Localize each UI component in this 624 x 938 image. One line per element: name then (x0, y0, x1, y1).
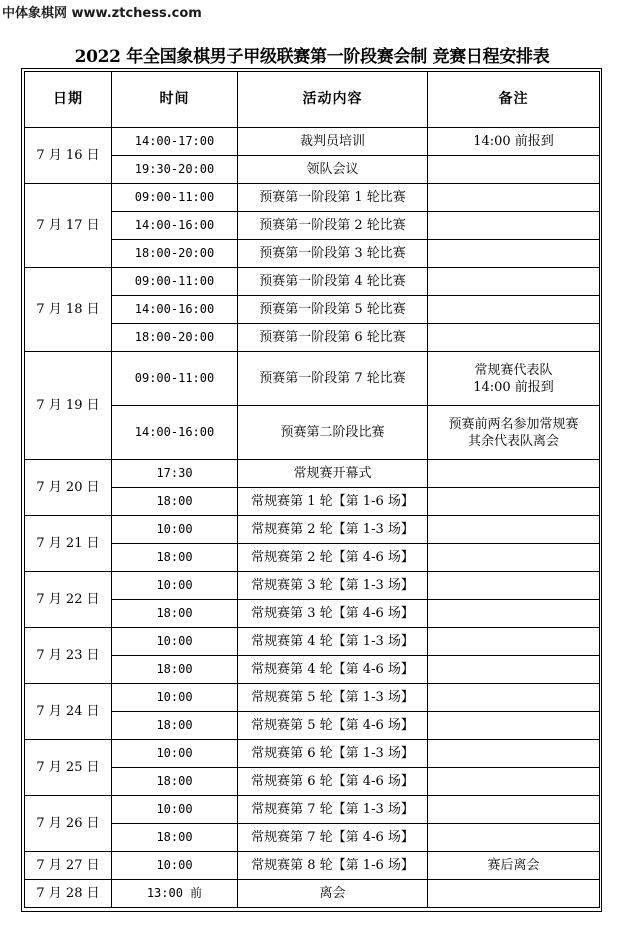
date-cell: 7 月 26 日 (25, 796, 112, 852)
time-cell: 10:00 (112, 796, 238, 824)
note-line: 预赛前两名参加常规赛 (448, 416, 579, 432)
note-cell (428, 324, 600, 352)
date-cell: 7 月 24 日 (25, 684, 112, 740)
activity-cell: 常规赛第 3 轮【第 1-3 场】 (238, 572, 428, 600)
table-row (25, 296, 600, 324)
header-activity: 活动内容 (238, 72, 428, 128)
date-cell: 7 月 17 日 (25, 184, 112, 268)
table-row (25, 712, 600, 740)
activity-cell: 常规赛第 2 轮【第 4-6 场】 (238, 544, 428, 572)
time-cell: 14:00-17:00 (112, 128, 238, 156)
date-cell: 7 月 19 日 (25, 352, 112, 460)
note-cell (428, 128, 600, 156)
table-row (25, 684, 600, 712)
activity-cell: 常规赛第 7 轮【第 1-3 场】 (238, 796, 428, 824)
activity-cell: 常规赛第 4 轮【第 1-3 场】 (238, 628, 428, 656)
table-row (25, 516, 600, 544)
date-cell: 7 月 21 日 (25, 516, 112, 572)
table-row (25, 768, 600, 796)
activity-cell: 常规赛第 7 轮【第 4-6 场】 (238, 824, 428, 852)
note-cell (428, 460, 600, 488)
date-cell: 7 月 20 日 (25, 460, 112, 516)
activity-cell: 离会 (238, 880, 428, 908)
activity-cell: 常规赛第 5 轮【第 4-6 场】 (238, 712, 428, 740)
time-cell: 10:00 (112, 740, 238, 768)
header-row (25, 72, 600, 128)
time-cell: 18:00 (112, 488, 238, 516)
note-cell (428, 740, 600, 768)
activity-cell: 常规赛第 5 轮【第 1-3 场】 (238, 684, 428, 712)
note-line: 常规赛代表队 (474, 362, 553, 378)
table-row (25, 824, 600, 852)
table-row (25, 212, 600, 240)
note-cell (428, 796, 600, 824)
time-cell: 09:00-11:00 (112, 268, 238, 296)
note-cell (428, 824, 600, 852)
time-cell: 18:00-20:00 (112, 240, 238, 268)
time-cell: 09:00-11:00 (112, 184, 238, 212)
activity-cell: 领队会议 (238, 156, 428, 184)
note-cell (428, 156, 600, 184)
activity-cell: 常规赛第 2 轮【第 1-3 场】 (238, 516, 428, 544)
table-row (25, 572, 600, 600)
activity-cell: 常规赛开幕式 (238, 460, 428, 488)
activity-cell: 常规赛第 8 轮【第 1-6 场】 (238, 852, 428, 880)
table-row (25, 460, 600, 488)
time-cell: 10:00 (112, 852, 238, 880)
activity-cell: 常规赛第 3 轮【第 4-6 场】 (238, 600, 428, 628)
note-cell (428, 768, 600, 796)
table-row (25, 488, 600, 516)
note-cell (428, 406, 600, 460)
note-cell (428, 296, 600, 324)
time-cell: 17:30 (112, 460, 238, 488)
activity-cell: 预赛第一阶段第 7 轮比赛 (238, 352, 428, 406)
time-cell: 10:00 (112, 572, 238, 600)
date-cell: 7 月 28 日 (25, 880, 112, 908)
activity-cell: 预赛第一阶段第 6 轮比赛 (238, 324, 428, 352)
activity-cell: 常规赛第 1 轮【第 1-6 场】 (238, 488, 428, 516)
note-cell (428, 352, 600, 406)
table-row (25, 406, 600, 460)
activity-cell: 预赛第二阶段比赛 (238, 406, 428, 460)
activity-cell: 常规赛第 4 轮【第 4-6 场】 (238, 656, 428, 684)
date-cell: 7 月 27 日 (25, 852, 112, 880)
date-cell: 7 月 25 日 (25, 740, 112, 796)
time-cell: 13:00 前 (112, 880, 238, 908)
time-cell: 10:00 (112, 516, 238, 544)
table-row (25, 740, 600, 768)
time-cell: 18:00 (112, 656, 238, 684)
time-cell: 18:00-20:00 (112, 324, 238, 352)
note-cell (428, 212, 600, 240)
activity-cell: 预赛第一阶段第 4 轮比赛 (238, 268, 428, 296)
document-title: 2022 年全国象棋男子甲级联赛第一阶段赛会制 竞赛日程安排表 (74, 47, 550, 67)
table-row (25, 796, 600, 824)
site-watermark: 中体象棋网 www.ztchess.com (2, 6, 202, 21)
note-cell (428, 488, 600, 516)
note-cell (428, 852, 600, 880)
time-cell: 10:00 (112, 628, 238, 656)
time-cell: 18:00 (112, 712, 238, 740)
table-row (25, 352, 600, 406)
table-row (25, 544, 600, 572)
note-cell (428, 656, 600, 684)
activity-cell: 常规赛第 6 轮【第 1-3 场】 (238, 740, 428, 768)
note-cell (428, 628, 600, 656)
note-cell (428, 544, 600, 572)
table-row (25, 128, 600, 156)
table-row (25, 880, 600, 908)
table-row (25, 852, 600, 880)
note-cell (428, 268, 600, 296)
table-row (25, 156, 600, 184)
schedule-table (24, 71, 600, 908)
table-header (25, 72, 600, 128)
activity-cell: 预赛第一阶段第 3 轮比赛 (238, 240, 428, 268)
note-cell (428, 684, 600, 712)
time-cell: 14:00-16:00 (112, 406, 238, 460)
table-row (25, 184, 600, 212)
time-cell: 14:00-16:00 (112, 296, 238, 324)
table-row (25, 268, 600, 296)
activity-cell: 预赛第一阶段第 2 轮比赛 (238, 212, 428, 240)
date-cell: 7 月 22 日 (25, 572, 112, 628)
note-cell (428, 712, 600, 740)
activity-cell: 预赛第一阶段第 1 轮比赛 (238, 184, 428, 212)
note-line: 赛后离会 (487, 858, 540, 873)
table-body (25, 128, 600, 908)
table-row (25, 240, 600, 268)
table-row (25, 628, 600, 656)
note-line: 14:00 前报到 (473, 379, 554, 395)
activity-cell: 预赛第一阶段第 5 轮比赛 (238, 296, 428, 324)
time-cell: 18:00 (112, 824, 238, 852)
time-cell: 18:00 (112, 544, 238, 572)
note-cell (428, 572, 600, 600)
note-cell (428, 240, 600, 268)
table-row (25, 600, 600, 628)
table-row (25, 656, 600, 684)
time-cell: 18:00 (112, 768, 238, 796)
date-cell: 7 月 18 日 (25, 268, 112, 352)
activity-cell: 裁判员培训 (238, 128, 428, 156)
activity-cell: 常规赛第 6 轮【第 4-6 场】 (238, 768, 428, 796)
note-cell (428, 600, 600, 628)
note-line: 其余代表队离会 (467, 433, 559, 449)
table-row (25, 324, 600, 352)
header-note: 备注 (428, 72, 600, 128)
note-cell (428, 880, 600, 908)
time-cell: 09:00-11:00 (112, 352, 238, 406)
header-date: 日期 (25, 72, 112, 128)
time-cell: 10:00 (112, 684, 238, 712)
time-cell: 14:00-16:00 (112, 212, 238, 240)
date-cell: 7 月 23 日 (25, 628, 112, 684)
time-cell: 18:00 (112, 600, 238, 628)
header-time: 时间 (112, 72, 238, 128)
time-cell: 19:30-20:00 (112, 156, 238, 184)
date-cell: 7 月 16 日 (25, 128, 112, 184)
note-cell (428, 516, 600, 544)
note-cell (428, 184, 600, 212)
note-line: 14:00 前报到 (473, 134, 554, 149)
